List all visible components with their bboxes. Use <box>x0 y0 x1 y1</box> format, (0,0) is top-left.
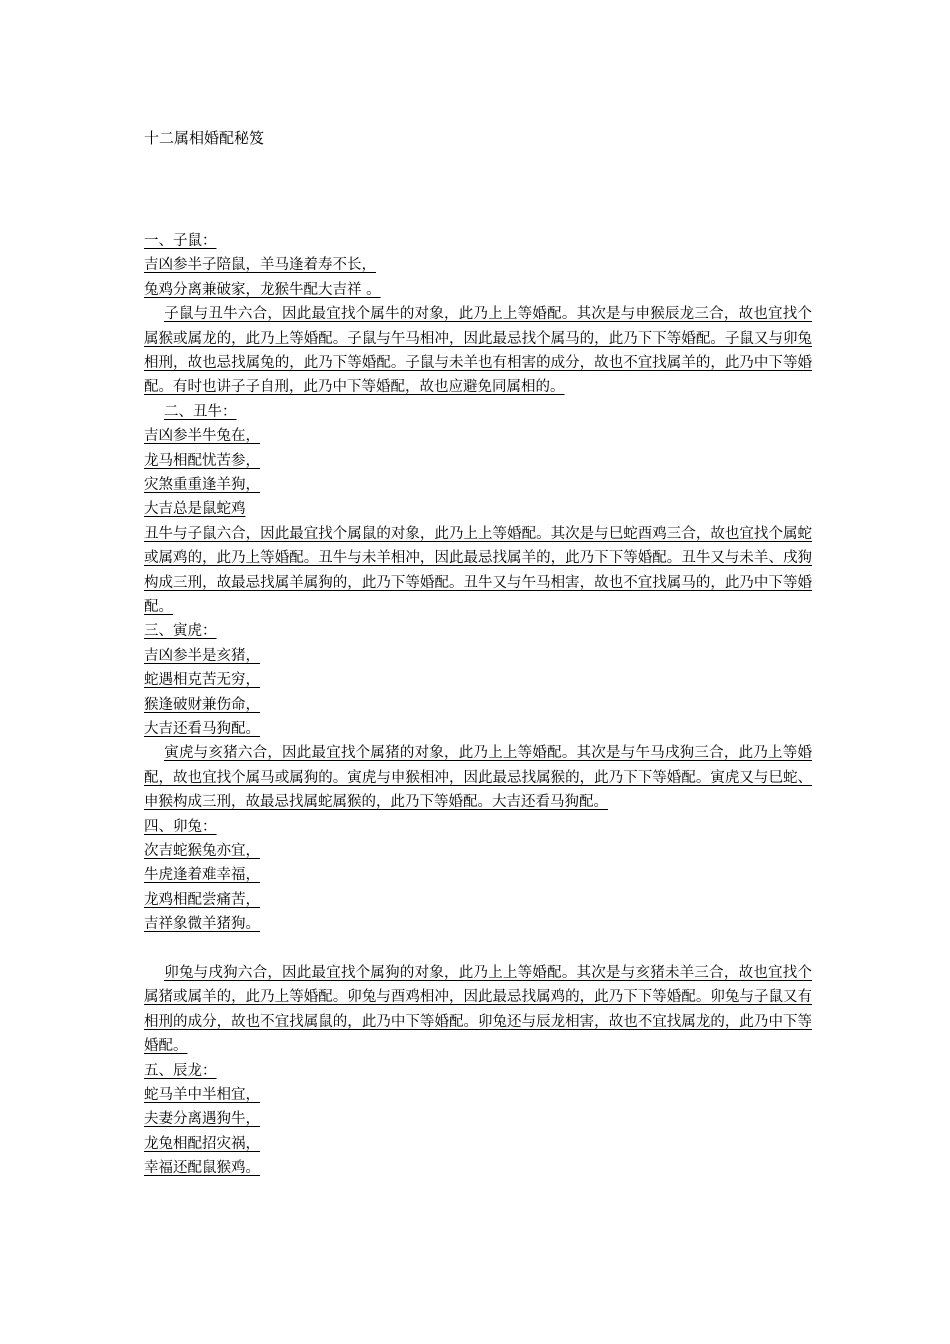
section-text-chou-niu: 丑牛与子鼠六合，因此最宜找个属鼠的对象，此乃上上等婚配。其次是与巳蛇酉鸡三合，故也宜找个属蛇或属鸡的，此乃上等婚配。丑牛与未羊相冲，因此最忌找属羊的，此乃下下等婚配。丑牛又与未羊、戌狗构成三刑，故最忌找属羊属狗的，此乃下等婚配。丑牛又与午马相害，故也不宜找属马的，此乃中下等婚配。 <box>144 525 812 615</box>
document-title: 十二属相婚配秘笈 <box>144 129 265 147</box>
poem-line: 次吉蛇猴兔亦宜， <box>144 842 260 859</box>
poem-line: 龙兔相配招灾祸， <box>144 1135 260 1152</box>
poem-line: 吉凶参半是亥猪， <box>144 647 260 664</box>
section-heading-chen-long: 五、辰龙： <box>144 1062 217 1079</box>
poem-line: 猴逢破财兼伤命， <box>144 696 260 713</box>
section-heading-mao-tu: 四、卯兔： <box>144 818 217 835</box>
poem-line: 吉祥象微羊猪狗。 <box>144 916 260 933</box>
poem-line: 牛虎逢着难幸福， <box>144 867 260 884</box>
section-text-yin-hu: 寅虎与亥猪六合，因此最宜找个属猪的对象，此乃上上等婚配。其次是与午马戌狗三合，此乃上等婚配，故也宜找个属马或属狗的。寅虎与申猴相冲，因此最忌找属猴的，此乃下下等婚配。寅虎又与巳蛇、申猴构成三刑，故最忌找属蛇属猴的，此乃下等婚配。大吉还看马狗配。 <box>144 745 812 811</box>
poem-line: 龙鸡相配尝痛苦， <box>144 891 260 908</box>
document-body <box>144 229 812 1180</box>
poem-line: 吉凶参半牛兔在， <box>144 428 260 445</box>
section-heading-chou-niu: 二、丑牛： <box>164 403 237 420</box>
poem-line: 大吉总是鼠蛇鸡 <box>144 501 246 518</box>
poem-line: 龙马相配忧苦参， <box>144 452 260 469</box>
poem-line: 幸福还配鼠猴鸡。 <box>144 1160 260 1177</box>
section-heading-zi-shu: 一、子鼠： <box>144 233 217 249</box>
blank-line <box>144 937 812 961</box>
section-text-mao-tu: 卯兔与戌狗六合，因此最宜找个属狗的对象，此乃上上等婚配。其次是与亥猪未羊三合，故也宜找个属猪或属羊的，此乃上等婚配。卯兔与酉鸡相冲，因此最忌找属鸡的，此乃下下等婚配。卯兔与子鼠又有相刑的成分，故也不宜找属鼠的，此乃中下等婚配。卯兔还与辰龙相害，故也不宜找属龙的，此乃中下等婚配。 <box>144 964 812 1055</box>
poem-line: 灾煞重重逢羊狗， <box>144 476 260 493</box>
section-heading-yin-hu: 三、寅虎： <box>144 623 217 640</box>
section-text-zi-shu: 子鼠与丑牛六合，因此最宜找个属牛的对象，此乃上上等婚配。其次是与申猴辰龙三合，故也宜找个属猴或属龙的，此乃上等婚配。子鼠与午马相冲，因此最忌找个属马的，此乃下下等婚配。子鼠又与卯兔相刑，故也忌找属兔的，此乃下等婚配。子鼠与未羊也有相害的成分，故也不宜找属羊的，此乃中下等婚配。有时也讲子子自刑，此乃中下等婚配，故也应避免同属相的。 <box>144 306 812 396</box>
poem-line: 大吉还看马狗配。 <box>144 720 260 737</box>
poem-line: 兔鸡分离兼破家，龙猴牛配大吉祥 。 <box>144 281 381 298</box>
poem-line: 蛇马羊中半相宜， <box>144 1086 260 1103</box>
poem-line: 夫妻分离遇狗牛， <box>144 1111 260 1128</box>
poem-line: 吉凶参半子陪鼠，羊马逢着寿不长， <box>144 257 376 274</box>
poem-line: 蛇遇相克苦无穷， <box>144 672 260 689</box>
